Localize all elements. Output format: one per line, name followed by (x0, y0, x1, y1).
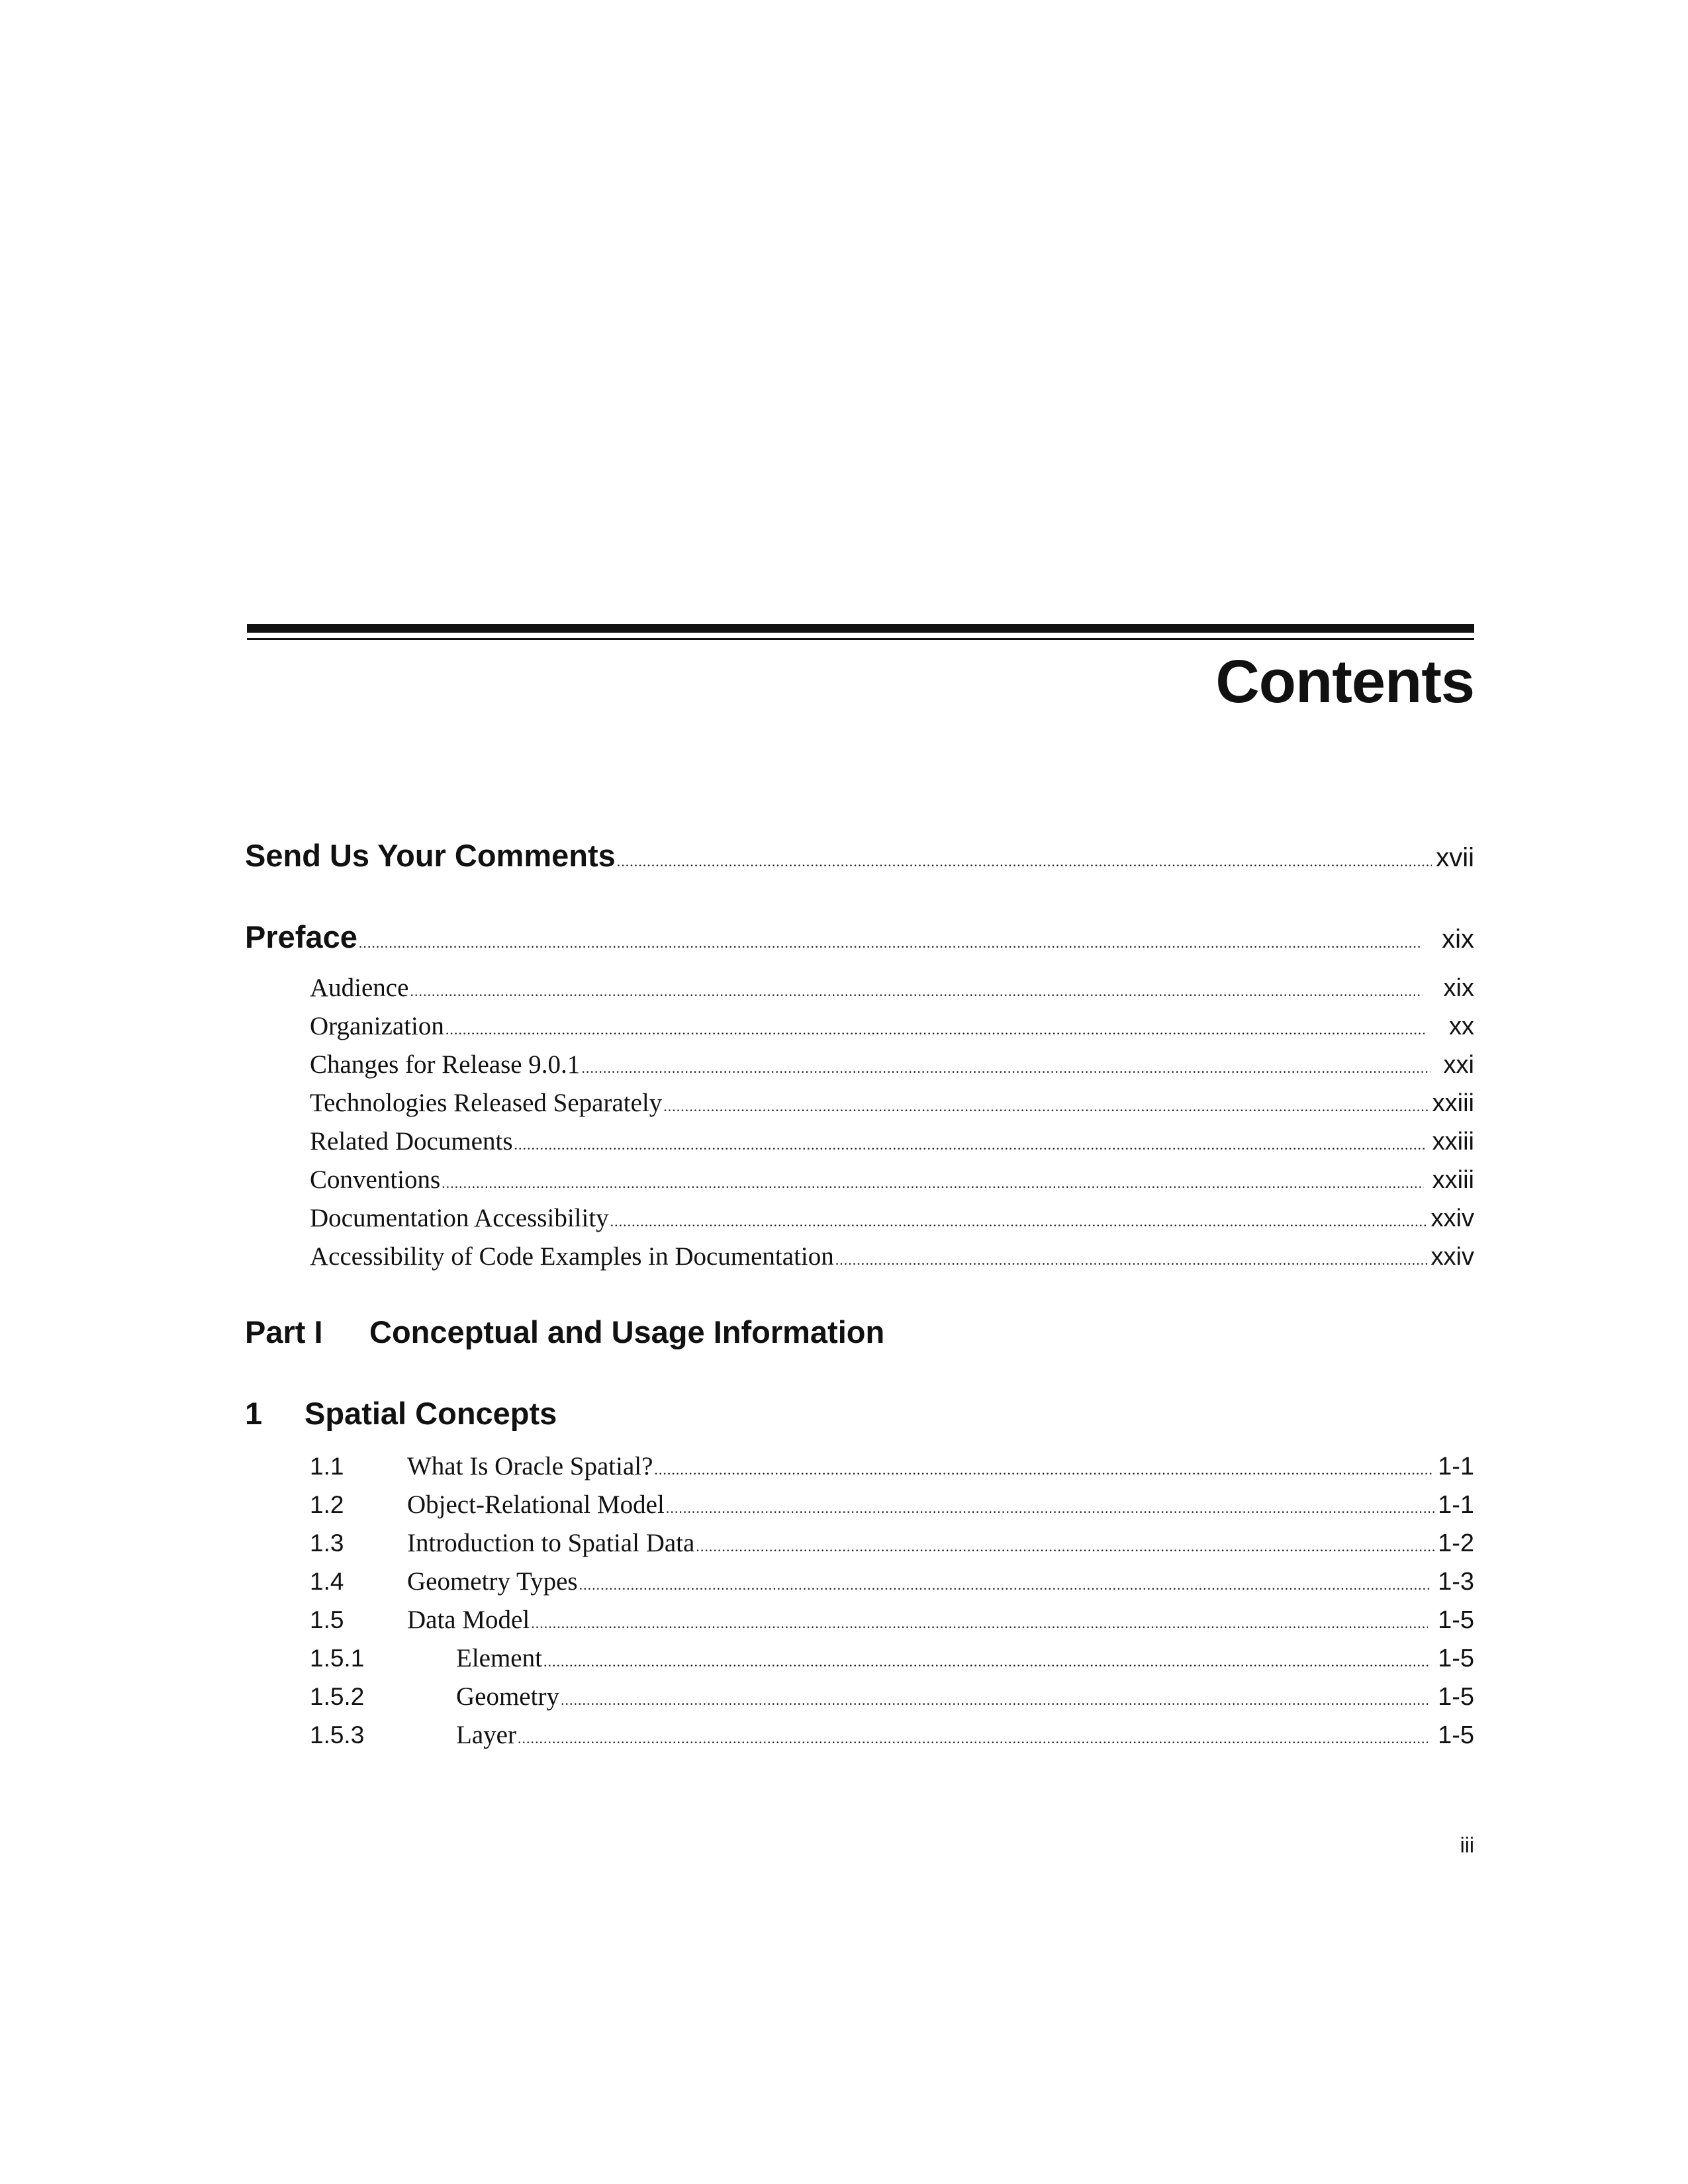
chapter-title: Spatial Concepts (305, 1396, 557, 1431)
toc-entry-page: xx (1449, 1013, 1474, 1040)
section-number: 1.1 (310, 1453, 344, 1480)
toc-section-1-4[interactable] (310, 1567, 1474, 1605)
dot-leader (581, 1060, 1430, 1077)
toc-entry-title: Changes for Release 9.0.1 (310, 1050, 581, 1079)
dot-leader (359, 934, 1421, 952)
section-number: 1.5.1 (310, 1645, 365, 1672)
toc-section-1-2[interactable] (310, 1490, 1474, 1528)
section-number: 1.3 (310, 1529, 344, 1557)
section-page: 1-1 (1438, 1491, 1474, 1519)
toc-entry-page: xxiii (1432, 1128, 1474, 1156)
toc-entry-audience[interactable] (310, 973, 1474, 1011)
section-number: 1.5.3 (310, 1721, 365, 1749)
section-title: Geometry (456, 1682, 559, 1711)
dot-leader (654, 1461, 1434, 1479)
dot-leader (442, 1175, 1424, 1192)
toc-entry-page: xix (1443, 974, 1474, 1002)
toc-entry-title: Related Documents (310, 1127, 513, 1156)
part-label: Part I (245, 1314, 323, 1349)
section-number: 1.5.2 (310, 1683, 365, 1710)
toc-entry-related-documents[interactable] (310, 1126, 1474, 1165)
section-number: 1.5 (310, 1606, 344, 1633)
toc-entry-page: xix (1442, 925, 1474, 954)
toc-entry-title: Send Us Your Comments (245, 838, 616, 873)
part-title: Conceptual and Usage Information (369, 1314, 885, 1349)
toc-section-1-3[interactable] (310, 1528, 1474, 1567)
section-title: Element (456, 1644, 542, 1672)
toc-entry-page: xxiii (1432, 1089, 1474, 1117)
toc-entry-documentation-accessibility[interactable] (310, 1203, 1474, 1242)
toc-entry-organization[interactable] (310, 1011, 1474, 1050)
toc-entry-title: Audience (310, 974, 409, 1002)
section-page: 1-1 (1438, 1453, 1474, 1480)
toc-section-1-1[interactable] (310, 1451, 1474, 1490)
dot-leader (531, 1615, 1428, 1632)
dot-leader (696, 1538, 1435, 1555)
dot-leader (514, 1136, 1428, 1154)
part-heading[interactable] (245, 1314, 884, 1350)
toc-entry-title: Preface (245, 919, 357, 954)
section-title: Data Model (407, 1606, 530, 1634)
toc-entry-page: xxi (1443, 1051, 1474, 1079)
dot-leader (610, 1213, 1429, 1230)
toc-section-1-5[interactable] (310, 1605, 1474, 1643)
section-title: Object-Relational Model (407, 1490, 665, 1519)
dot-leader (579, 1576, 1430, 1594)
toc-entry-page: xxiv (1430, 1243, 1474, 1271)
section-title: What Is Oracle Spatial? (407, 1452, 653, 1480)
toc-entry-title: Documentation Accessibility (310, 1204, 609, 1232)
dot-leader (445, 1021, 1425, 1038)
section-page: 1-5 (1438, 1683, 1474, 1711)
section-page: 1-5 (1438, 1606, 1474, 1634)
toc-section-1-5-3[interactable] (310, 1720, 1474, 1758)
toc-entry-changes[interactable] (310, 1050, 1474, 1088)
section-number: 1.2 (310, 1491, 344, 1518)
dot-leader (666, 1500, 1434, 1517)
toc-entry-page: xvii (1436, 843, 1474, 872)
section-title: Geometry Types (407, 1567, 578, 1596)
chapter-number: 1 (245, 1396, 263, 1431)
section-page: 1-5 (1438, 1721, 1474, 1749)
toc-entry-technologies[interactable] (310, 1088, 1474, 1126)
toc-entry-title: Conventions (310, 1165, 441, 1194)
toc-section-1-5-1[interactable] (310, 1643, 1474, 1682)
toc-entry-preface[interactable] (245, 919, 1474, 965)
toc-section-1-5-2[interactable] (310, 1682, 1474, 1720)
section-page: 1-2 (1438, 1529, 1474, 1557)
chapter-heading[interactable] (245, 1395, 557, 1432)
title-rule-thick (247, 624, 1474, 633)
section-page: 1-5 (1438, 1645, 1474, 1672)
section-number: 1.4 (310, 1568, 344, 1595)
dot-leader (518, 1730, 1428, 1747)
toc-entry-page: xxiv (1430, 1205, 1474, 1232)
dot-leader (663, 1098, 1429, 1115)
toc-entry-title: Accessibility of Code Examples in Documentation (310, 1242, 834, 1271)
dot-leader (410, 983, 1423, 1000)
toc-entry-title: Technologies Released Separately (310, 1089, 663, 1117)
section-title: Introduction to Spatial Data (407, 1529, 695, 1557)
toc-entry-send-comments[interactable] (245, 837, 1474, 884)
page-number-folio: iii (1460, 1833, 1474, 1857)
page-title: Contents (1215, 648, 1474, 715)
section-title: Layer (456, 1721, 516, 1749)
toc-entry-page: xxiii (1432, 1166, 1474, 1194)
dot-leader (561, 1692, 1430, 1709)
toc-entry-code-accessibility[interactable] (310, 1242, 1474, 1280)
toc-entry-title: Organization (310, 1012, 444, 1040)
dot-leader (835, 1251, 1429, 1269)
toc-entry-conventions[interactable] (310, 1165, 1474, 1203)
dot-leader (543, 1653, 1429, 1670)
dot-leader (617, 853, 1432, 870)
section-page: 1-3 (1438, 1568, 1474, 1596)
